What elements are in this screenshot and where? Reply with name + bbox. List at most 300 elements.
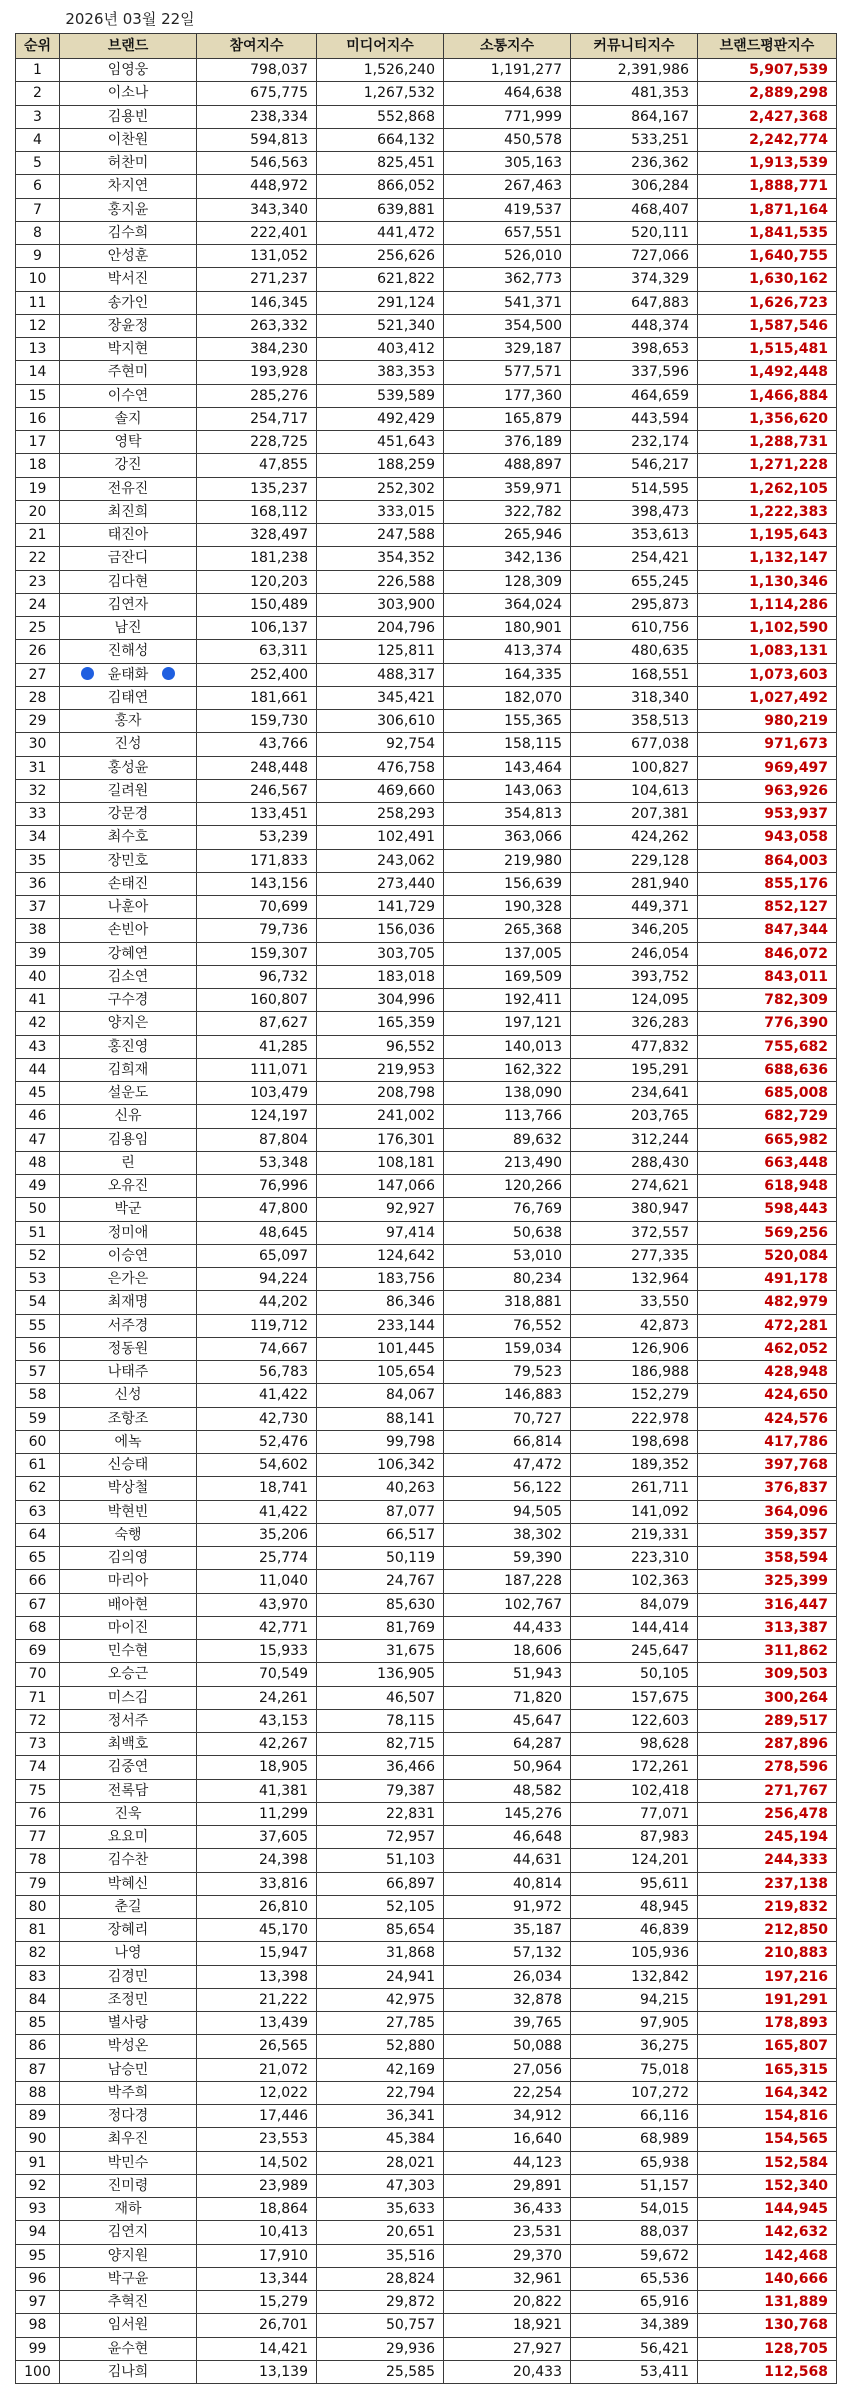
communication-cell: 36,433 <box>444 2198 571 2221</box>
reputation-index-cell: 688,636 <box>698 1058 837 1081</box>
communication-cell: 44,433 <box>444 1616 571 1639</box>
reputation-index-cell: 971,673 <box>698 733 837 756</box>
reputation-index-cell: 154,565 <box>698 2128 837 2151</box>
media-cell: 866,052 <box>317 175 444 198</box>
media-cell: 469,660 <box>317 779 444 802</box>
rank-cell: 99 <box>16 2337 60 2360</box>
reputation-index-cell: 569,256 <box>698 1221 837 1244</box>
media-cell: 47,303 <box>317 2174 444 2197</box>
reputation-index-cell: 847,344 <box>698 919 837 942</box>
table-row <box>16 2244 837 2267</box>
communication-cell: 541,371 <box>444 291 571 314</box>
media-cell: 306,610 <box>317 710 444 733</box>
media-cell: 451,643 <box>317 431 444 454</box>
rank-cell: 74 <box>16 1756 60 1779</box>
table-row <box>16 1244 837 1267</box>
media-cell: 403,412 <box>317 338 444 361</box>
media-cell: 243,062 <box>317 849 444 872</box>
community-cell: 219,331 <box>571 1523 698 1546</box>
brand-reputation-table <box>15 33 837 2384</box>
reputation-index-cell: 1,587,546 <box>698 314 837 337</box>
community-cell: 2,391,986 <box>571 59 698 82</box>
media-cell: 52,105 <box>317 1895 444 1918</box>
brand-cell: 양지원 <box>60 2244 197 2267</box>
header-communication-index[interactable]: 소통지수 <box>444 34 571 59</box>
rank-cell: 21 <box>16 524 60 547</box>
table-row <box>16 942 837 965</box>
community-cell: 480,635 <box>571 640 698 663</box>
media-cell: 31,868 <box>317 1942 444 1965</box>
rank-cell: 35 <box>16 849 60 872</box>
brand-cell: 안성훈 <box>60 245 197 268</box>
reputation-index-cell: 776,390 <box>698 1012 837 1035</box>
rank-cell: 78 <box>16 1849 60 1872</box>
reputation-index-cell: 520,084 <box>698 1244 837 1267</box>
table-row <box>16 989 837 1012</box>
community-cell: 172,261 <box>571 1756 698 1779</box>
media-cell: 72,957 <box>317 1826 444 1849</box>
rank-cell: 23 <box>16 570 60 593</box>
community-cell: 132,842 <box>571 1965 698 1988</box>
communication-cell: 267,463 <box>444 175 571 198</box>
media-cell: 101,445 <box>317 1337 444 1360</box>
brand-cell: 이승연 <box>60 1244 197 1267</box>
communication-cell: 18,606 <box>444 1640 571 1663</box>
communication-cell: 48,582 <box>444 1779 571 1802</box>
community-cell: 66,116 <box>571 2105 698 2128</box>
rank-cell: 50 <box>16 1198 60 1221</box>
reputation-index-cell: 1,630,162 <box>698 268 837 291</box>
brand-cell: 김연지 <box>60 2221 197 2244</box>
media-cell: 1,526,240 <box>317 59 444 82</box>
reputation-index-cell: 210,883 <box>698 1942 837 1965</box>
brand-cell: 강진 <box>60 454 197 477</box>
participation-cell: 133,451 <box>197 803 317 826</box>
brand-cell: 강혜연 <box>60 942 197 965</box>
brand-cell: 에녹 <box>60 1430 197 1453</box>
brand-cell: 숙행 <box>60 1523 197 1546</box>
table-row <box>16 593 837 616</box>
participation-cell: 10,413 <box>197 2221 317 2244</box>
communication-cell: 40,814 <box>444 1872 571 1895</box>
brand-cell: 홍진영 <box>60 1035 197 1058</box>
media-cell: 476,758 <box>317 756 444 779</box>
participation-cell: 53,348 <box>197 1151 317 1174</box>
media-cell: 291,124 <box>317 291 444 314</box>
participation-cell: 11,040 <box>197 1570 317 1593</box>
rank-cell: 4 <box>16 128 60 151</box>
reputation-index-cell: 1,913,539 <box>698 152 837 175</box>
reputation-index-cell: 313,387 <box>698 1616 837 1639</box>
media-cell: 521,340 <box>317 314 444 337</box>
table-row <box>16 826 837 849</box>
media-cell: 29,936 <box>317 2337 444 2360</box>
communication-cell: 318,881 <box>444 1291 571 1314</box>
table-row <box>16 1128 837 1151</box>
media-cell: 141,729 <box>317 896 444 919</box>
community-cell: 56,421 <box>571 2337 698 2360</box>
brand-cell: 홍지윤 <box>60 198 197 221</box>
communication-cell: 145,276 <box>444 1802 571 1825</box>
brand-cell: 최우진 <box>60 2128 197 2151</box>
brand-cell: 박구윤 <box>60 2267 197 2290</box>
header-brand-reputation-index[interactable]: 브랜드평판지수 <box>698 34 837 59</box>
table-row <box>16 965 837 988</box>
table-row <box>16 1872 837 1895</box>
brand-cell: 김용임 <box>60 1128 197 1151</box>
rank-cell: 9 <box>16 245 60 268</box>
community-cell: 94,215 <box>571 1988 698 2011</box>
reputation-index-cell: 1,114,286 <box>698 593 837 616</box>
rank-cell: 15 <box>16 384 60 407</box>
table-row <box>16 849 837 872</box>
community-cell: 677,038 <box>571 733 698 756</box>
participation-cell: 74,667 <box>197 1337 317 1360</box>
rank-cell: 75 <box>16 1779 60 1802</box>
rank-cell: 36 <box>16 872 60 895</box>
rank-cell: 16 <box>16 407 60 430</box>
reputation-index-cell: 428,948 <box>698 1361 837 1384</box>
reputation-index-cell: 1,515,481 <box>698 338 837 361</box>
brand-cell: 전유진 <box>60 477 197 500</box>
communication-cell: 80,234 <box>444 1268 571 1291</box>
table-row <box>16 733 837 756</box>
header-community-index[interactable]: 커뮤니티지수 <box>571 34 698 59</box>
rank-cell: 12 <box>16 314 60 337</box>
reputation-index-cell: 237,138 <box>698 1872 837 1895</box>
participation-cell: 26,810 <box>197 1895 317 1918</box>
communication-cell: 159,034 <box>444 1337 571 1360</box>
media-cell: 36,341 <box>317 2105 444 2128</box>
table-row <box>16 779 837 802</box>
media-cell: 82,715 <box>317 1733 444 1756</box>
communication-cell: 138,090 <box>444 1082 571 1105</box>
communication-cell: 44,631 <box>444 1849 571 1872</box>
participation-cell: 159,730 <box>197 710 317 733</box>
brand-cell: 영탁 <box>60 431 197 454</box>
communication-cell: 59,390 <box>444 1547 571 1570</box>
community-cell: 77,071 <box>571 1802 698 1825</box>
rank-cell: 68 <box>16 1616 60 1639</box>
reputation-index-cell: 1,073,603 <box>698 663 837 686</box>
community-cell: 232,174 <box>571 431 698 454</box>
media-cell: 24,941 <box>317 1965 444 1988</box>
communication-cell: 53,010 <box>444 1244 571 1267</box>
participation-cell: 160,807 <box>197 989 317 1012</box>
participation-cell: 70,699 <box>197 896 317 919</box>
communication-cell: 219,980 <box>444 849 571 872</box>
table-row <box>16 431 837 454</box>
community-cell: 533,251 <box>571 128 698 151</box>
media-cell: 85,654 <box>317 1919 444 1942</box>
media-cell: 88,141 <box>317 1407 444 1430</box>
participation-cell: 285,276 <box>197 384 317 407</box>
community-cell: 88,037 <box>571 2221 698 2244</box>
reputation-index-cell: 152,584 <box>698 2151 837 2174</box>
communication-cell: 18,921 <box>444 2314 571 2337</box>
community-cell: 520,111 <box>571 221 698 244</box>
table-row <box>16 1733 837 1756</box>
community-cell: 306,284 <box>571 175 698 198</box>
table-row <box>16 1384 837 1407</box>
community-cell: 424,262 <box>571 826 698 849</box>
reputation-index-cell: 2,427,368 <box>698 105 837 128</box>
communication-cell: 305,163 <box>444 152 571 175</box>
community-cell: 168,551 <box>571 663 698 686</box>
community-cell: 65,938 <box>571 2151 698 2174</box>
communication-cell: 577,571 <box>444 361 571 384</box>
community-cell: 98,628 <box>571 1733 698 1756</box>
reputation-index-cell: 316,447 <box>698 1593 837 1616</box>
reputation-index-cell: 1,640,755 <box>698 245 837 268</box>
brand-cell: 설운도 <box>60 1082 197 1105</box>
rank-cell: 88 <box>16 2081 60 2104</box>
table-row <box>16 1523 837 1546</box>
media-cell: 539,589 <box>317 384 444 407</box>
community-cell: 222,978 <box>571 1407 698 1430</box>
communication-cell: 27,056 <box>444 2058 571 2081</box>
communication-cell: 162,322 <box>444 1058 571 1081</box>
brand-cell: 정미애 <box>60 1221 197 1244</box>
participation-cell: 26,701 <box>197 2314 317 2337</box>
communication-cell: 76,552 <box>444 1314 571 1337</box>
reputation-index-cell: 682,729 <box>698 1105 837 1128</box>
brand-cell: 신성 <box>60 1384 197 1407</box>
rank-cell: 47 <box>16 1128 60 1151</box>
media-cell: 25,585 <box>317 2360 444 2383</box>
participation-cell: 42,267 <box>197 1733 317 1756</box>
reputation-index-cell: 309,503 <box>698 1663 837 1686</box>
community-cell: 398,653 <box>571 338 698 361</box>
header-brand[interactable]: 브랜드 <box>60 34 197 59</box>
community-cell: 380,947 <box>571 1198 698 1221</box>
community-cell: 186,988 <box>571 1361 698 1384</box>
table-row <box>16 1640 837 1663</box>
rank-cell: 83 <box>16 1965 60 1988</box>
reputation-index-cell: 128,705 <box>698 2337 837 2360</box>
participation-cell: 26,565 <box>197 2035 317 2058</box>
media-cell: 304,996 <box>317 989 444 1012</box>
brand-cell: 김중연 <box>60 1756 197 1779</box>
brand-cell: 오유진 <box>60 1175 197 1198</box>
participation-cell: 124,197 <box>197 1105 317 1128</box>
rank-cell: 80 <box>16 1895 60 1918</box>
community-cell: 372,557 <box>571 1221 698 1244</box>
reputation-index-cell: 364,096 <box>698 1500 837 1523</box>
reputation-index-cell: 1,492,448 <box>698 361 837 384</box>
reputation-index-cell: 491,178 <box>698 1268 837 1291</box>
reputation-index-cell: 598,443 <box>698 1198 837 1221</box>
rank-cell: 5 <box>16 152 60 175</box>
media-cell: 1,267,532 <box>317 82 444 105</box>
reputation-index-cell: 1,083,131 <box>698 640 837 663</box>
community-cell: 514,595 <box>571 477 698 500</box>
communication-cell: 197,121 <box>444 1012 571 1035</box>
reputation-index-cell: 846,072 <box>698 942 837 965</box>
media-cell: 188,259 <box>317 454 444 477</box>
communication-cell: 29,891 <box>444 2174 571 2197</box>
community-cell: 124,095 <box>571 989 698 1012</box>
media-cell: 183,018 <box>317 965 444 988</box>
table-row <box>16 1430 837 1453</box>
community-cell: 245,647 <box>571 1640 698 1663</box>
table-row <box>16 1035 837 1058</box>
media-cell: 102,491 <box>317 826 444 849</box>
media-cell: 183,756 <box>317 1268 444 1291</box>
table-row <box>16 710 837 733</box>
communication-cell: 146,883 <box>444 1384 571 1407</box>
participation-cell: 181,238 <box>197 547 317 570</box>
participation-cell: 131,052 <box>197 245 317 268</box>
communication-cell: 156,639 <box>444 872 571 895</box>
participation-cell: 675,775 <box>197 82 317 105</box>
table-row <box>16 1895 837 1918</box>
communication-cell: 22,254 <box>444 2081 571 2104</box>
brand-cell: 별사랑 <box>60 2012 197 2035</box>
community-cell: 274,621 <box>571 1175 698 1198</box>
participation-cell: 448,972 <box>197 175 317 198</box>
media-cell: 92,754 <box>317 733 444 756</box>
table-row <box>16 291 837 314</box>
community-cell: 141,092 <box>571 1500 698 1523</box>
media-cell: 99,798 <box>317 1430 444 1453</box>
reputation-index-cell: 376,837 <box>698 1477 837 1500</box>
participation-cell: 47,855 <box>197 454 317 477</box>
communication-cell: 23,531 <box>444 2221 571 2244</box>
communication-cell: 35,187 <box>444 1919 571 1942</box>
reputation-index-cell: 165,807 <box>698 2035 837 2058</box>
communication-cell: 526,010 <box>444 245 571 268</box>
brand-cell: 장혜리 <box>60 1919 197 1942</box>
brand-cell: 태진아 <box>60 524 197 547</box>
brand-cell: 임서원 <box>60 2314 197 2337</box>
community-cell: 95,611 <box>571 1872 698 1895</box>
table-row <box>16 245 837 268</box>
media-cell: 31,675 <box>317 1640 444 1663</box>
participation-cell: 70,549 <box>197 1663 317 1686</box>
brand-cell: 박성온 <box>60 2035 197 2058</box>
rank-cell: 6 <box>16 175 60 198</box>
participation-cell: 24,398 <box>197 1849 317 1872</box>
brand-cell: 장민호 <box>60 849 197 872</box>
table-row <box>16 2012 837 2035</box>
brand-cell: 나태주 <box>60 1361 197 1384</box>
community-cell: 122,603 <box>571 1709 698 1732</box>
participation-cell: 23,553 <box>197 2128 317 2151</box>
participation-cell: 120,203 <box>197 570 317 593</box>
media-cell: 35,633 <box>317 2198 444 2221</box>
table-row <box>16 2035 837 2058</box>
media-cell: 124,642 <box>317 1244 444 1267</box>
media-cell: 78,115 <box>317 1709 444 1732</box>
rank-cell: 40 <box>16 965 60 988</box>
brand-cell: 마이진 <box>60 1616 197 1639</box>
brand-cell: 서주경 <box>60 1314 197 1337</box>
community-cell: 464,659 <box>571 384 698 407</box>
table-row <box>16 2291 837 2314</box>
table-row <box>16 198 837 221</box>
media-cell: 22,794 <box>317 2081 444 2104</box>
reputation-index-cell: 2,242,774 <box>698 128 837 151</box>
table-row <box>16 1314 837 1337</box>
rank-cell: 89 <box>16 2105 60 2128</box>
table-row <box>16 1454 837 1477</box>
communication-cell: 32,878 <box>444 1988 571 2011</box>
community-cell: 223,310 <box>571 1547 698 1570</box>
reputation-index-cell: 178,893 <box>698 2012 837 2035</box>
table-row <box>16 105 837 128</box>
communication-cell: 329,187 <box>444 338 571 361</box>
table-row <box>16 570 837 593</box>
report-date: 2026년 03월 22일 <box>65 10 195 28</box>
header-media-index[interactable]: 미디어지수 <box>317 34 444 59</box>
rank-cell: 19 <box>16 477 60 500</box>
brand-cell: 박민수 <box>60 2151 197 2174</box>
table-row <box>16 454 837 477</box>
brand-cell: 남승민 <box>60 2058 197 2081</box>
brand-cell: 박서진 <box>60 268 197 291</box>
brand-cell: 솔지 <box>60 407 197 430</box>
participation-cell: 48,645 <box>197 1221 317 1244</box>
media-cell: 488,317 <box>317 663 444 686</box>
community-cell: 236,362 <box>571 152 698 175</box>
communication-cell: 71,820 <box>444 1686 571 1709</box>
community-cell: 647,883 <box>571 291 698 314</box>
table-body <box>16 59 837 2384</box>
reputation-index-cell: 245,194 <box>698 1826 837 1849</box>
table-row <box>16 2081 837 2104</box>
media-cell: 28,824 <box>317 2267 444 2290</box>
header-rank[interactable]: 순위 <box>16 34 60 59</box>
table-row <box>16 1616 837 1639</box>
reputation-index-cell: 140,666 <box>698 2267 837 2290</box>
communication-cell: 34,912 <box>444 2105 571 2128</box>
table-row <box>16 1105 837 1128</box>
participation-cell: 17,910 <box>197 2244 317 2267</box>
reputation-index-cell: 5,907,539 <box>698 59 837 82</box>
rank-cell: 70 <box>16 1663 60 1686</box>
table-row <box>16 617 837 640</box>
table-row <box>16 1593 837 1616</box>
brand-cell <box>60 663 197 686</box>
brand-cell: 김의영 <box>60 1547 197 1570</box>
community-cell: 189,352 <box>571 1454 698 1477</box>
reputation-index-cell: 1,132,147 <box>698 547 837 570</box>
rank-cell: 72 <box>16 1709 60 1732</box>
table-row <box>16 1802 837 1825</box>
header-participation-index[interactable]: 참여지수 <box>197 34 317 59</box>
rank-cell: 57 <box>16 1361 60 1384</box>
reputation-index-cell: 130,768 <box>698 2314 837 2337</box>
media-cell: 345,421 <box>317 686 444 709</box>
reputation-index-cell: 1,271,228 <box>698 454 837 477</box>
rank-cell: 42 <box>16 1012 60 1035</box>
media-cell: 92,927 <box>317 1198 444 1221</box>
communication-cell: 143,464 <box>444 756 571 779</box>
table-row <box>16 175 837 198</box>
media-cell: 96,552 <box>317 1035 444 1058</box>
brand-cell: 송가인 <box>60 291 197 314</box>
community-cell: 295,873 <box>571 593 698 616</box>
table-row <box>16 1151 837 1174</box>
media-cell: 664,132 <box>317 128 444 151</box>
community-cell: 84,079 <box>571 1593 698 1616</box>
media-cell: 258,293 <box>317 803 444 826</box>
participation-cell: 238,334 <box>197 105 317 128</box>
communication-cell: 102,767 <box>444 1593 571 1616</box>
reputation-index-cell: 663,448 <box>698 1151 837 1174</box>
participation-cell: 384,230 <box>197 338 317 361</box>
